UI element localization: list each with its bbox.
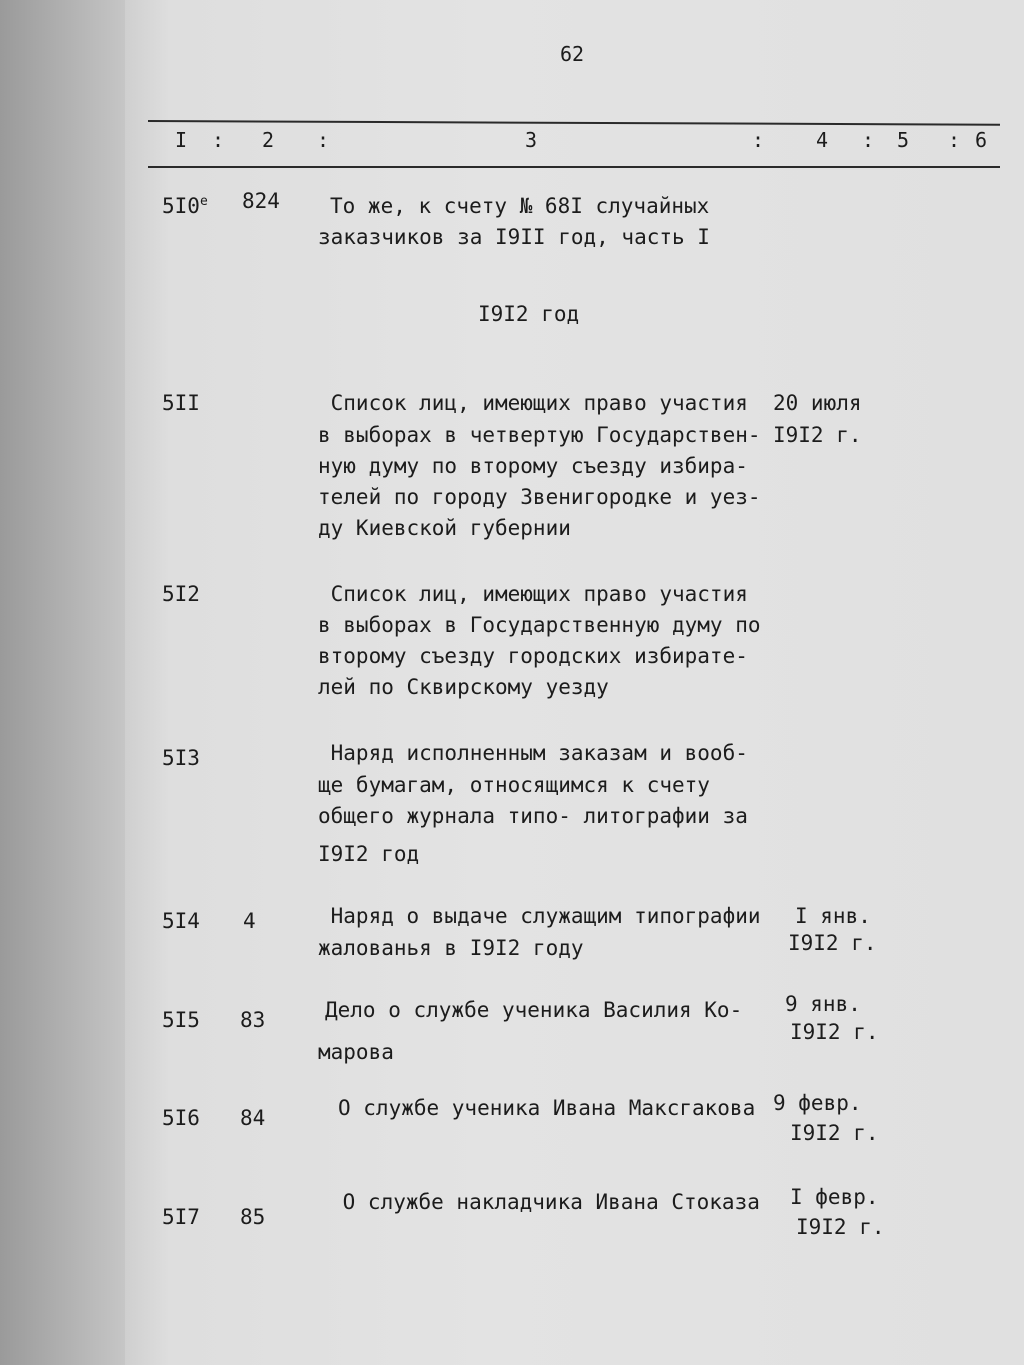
row-number: 5I4	[162, 909, 200, 933]
row-number: 5I2	[162, 582, 200, 606]
description-line: О службе накладчика Ивана Стоказа	[330, 1190, 760, 1214]
description-line: марова	[318, 1040, 394, 1064]
col1-header: I	[175, 128, 188, 152]
col-separator: :	[752, 128, 765, 152]
row-number-superscript: е	[199, 194, 208, 209]
description-line: в выборах в четвертую Государствен-	[318, 423, 761, 447]
description-line: Дело о службе ученика Василия Ко-	[325, 998, 743, 1022]
date-cell: 20 июля	[773, 391, 862, 415]
col2-header: 2	[262, 128, 275, 152]
description-line: второму съезду городских избирате-	[318, 644, 748, 668]
old-number: 83	[240, 1008, 266, 1032]
description-line: О службе ученика Ивана Максгакова	[338, 1096, 756, 1120]
col3-header: 3	[525, 128, 538, 152]
row-number: $5I0^е$	[162, 194, 208, 218]
row-number: 5I6	[162, 1106, 200, 1130]
date-cell: 9 янв.	[785, 992, 861, 1016]
date-cell: I9I2 г.	[773, 423, 862, 447]
description-line: Список лиц, имеющих право участия	[318, 391, 748, 415]
description-line: То же, к счету № 68I случайных	[330, 194, 710, 218]
date-cell: I янв.	[795, 904, 871, 928]
old-number: 4	[243, 909, 256, 933]
description-line: Список лиц, имеющих право участия	[318, 582, 748, 606]
col-separator: :	[862, 128, 875, 152]
date-cell: I февр.	[790, 1185, 879, 1209]
description-line: жалованья в I9I2 году	[318, 936, 584, 960]
description-line: ду Киевской губернии	[318, 516, 571, 540]
row-number: 5I3	[162, 746, 200, 770]
old-number: 85	[240, 1205, 266, 1229]
description-line: ную думу по второму съезду избира-	[318, 454, 748, 478]
col5-header: 5	[897, 128, 910, 152]
description-line: в выборах в Государственную думу по	[318, 613, 761, 637]
date-cell: I9I2 г.	[796, 1215, 885, 1239]
row-number: 5I7	[162, 1205, 200, 1229]
table-header-bottom-rule	[148, 166, 1000, 168]
row-number: 5I5	[162, 1008, 200, 1032]
col-separator: :	[317, 128, 330, 152]
description-line: телей по городу Звенигородке и уез-	[318, 485, 761, 509]
date-cell: I9I2 г.	[788, 931, 877, 955]
col-separator: :	[948, 128, 961, 152]
description-line: лей по Сквирскому уезду	[318, 675, 609, 699]
col4-header: 4	[816, 128, 829, 152]
col6-header: 6	[975, 128, 988, 152]
description-line: Наряд исполненным заказам и вооб-	[318, 741, 748, 765]
date-cell: 9 февр.	[773, 1091, 862, 1115]
col-separator: :	[212, 128, 225, 152]
description-line: I9I2 год	[318, 842, 420, 866]
description-line: Наряд о выдаче служащим типографии	[318, 904, 761, 928]
year-section-heading: I9I2 год	[478, 302, 580, 326]
date-cell: I9I2 г.	[790, 1020, 879, 1044]
page-number: 62	[560, 42, 585, 66]
row-number: 5II	[162, 391, 200, 415]
description-line: ще бумагам, относящимся к счету	[318, 773, 710, 797]
description-line: заказчиков за I9II год, часть I	[318, 225, 710, 249]
date-cell: I9I2 г.	[790, 1121, 879, 1145]
old-number: 84	[240, 1106, 266, 1130]
facing-page-edge	[0, 0, 125, 1365]
description-line: общего журнала типо- литографии за	[318, 804, 748, 828]
old-number: 824	[242, 189, 280, 213]
